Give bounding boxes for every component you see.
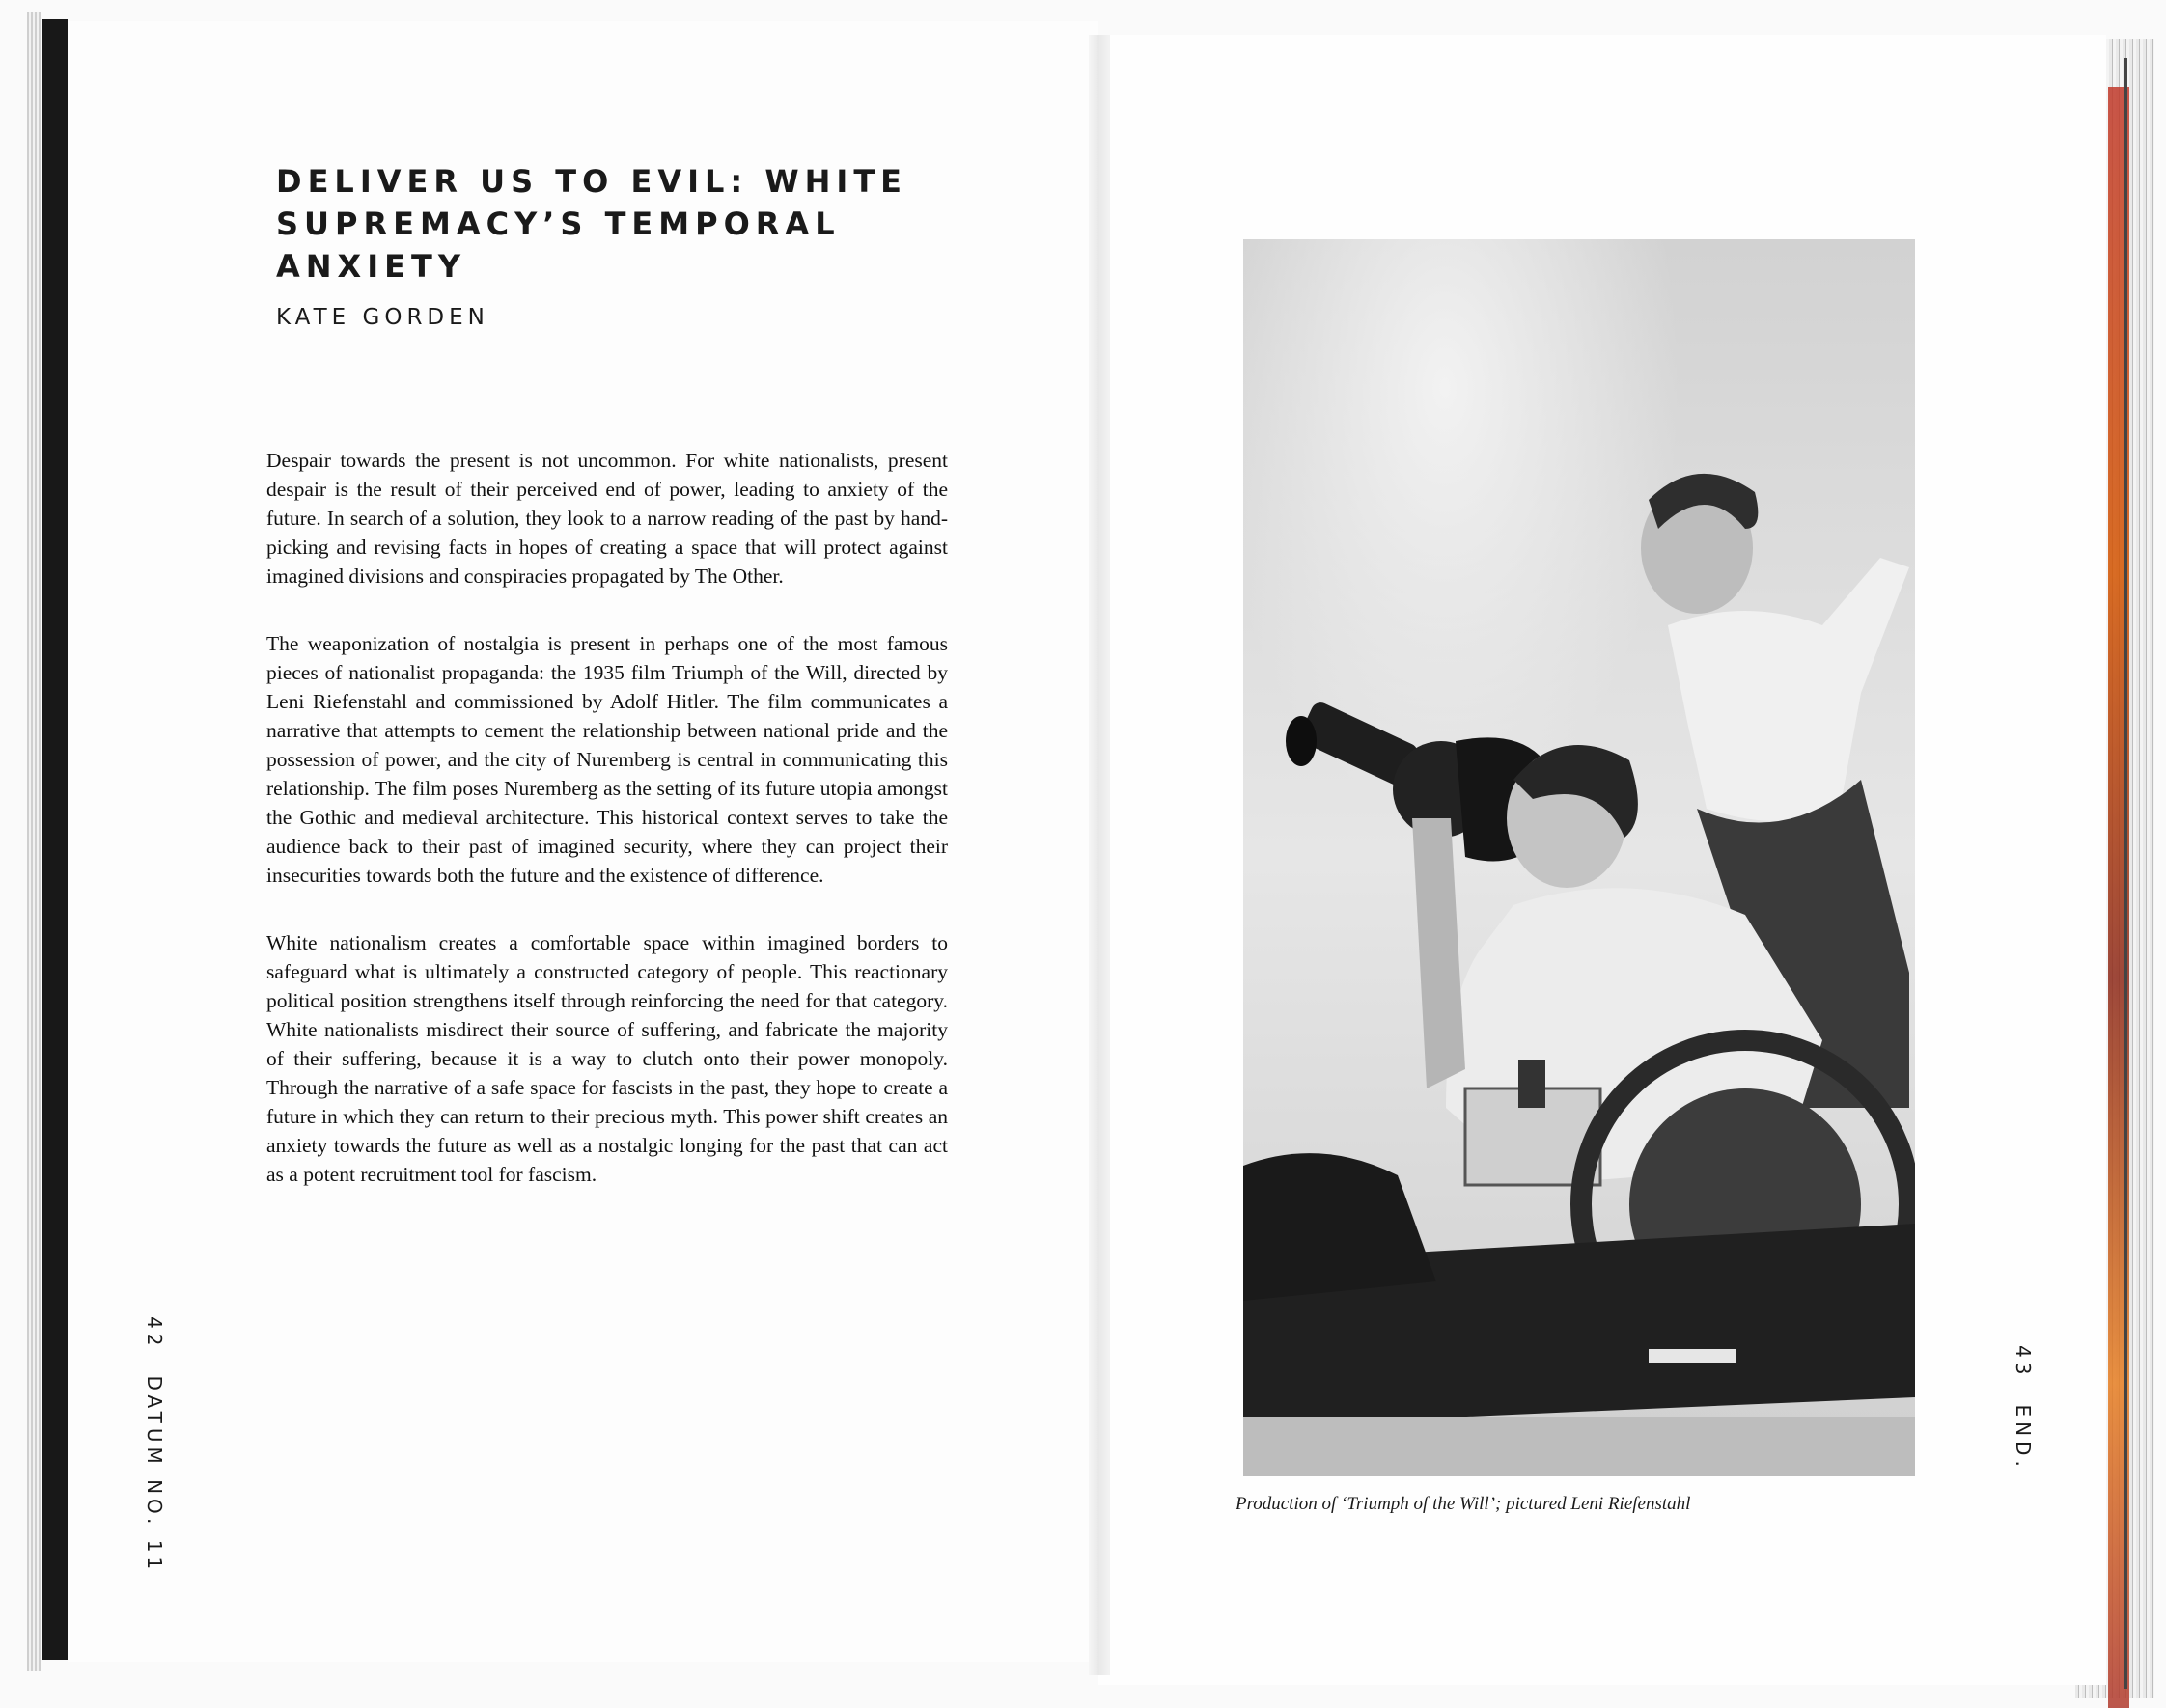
left-folio <box>143 1316 166 1574</box>
right-folio <box>2012 1345 2035 1472</box>
right-page-number: 43 <box>2012 1345 2035 1380</box>
article-author: KATE GORDEN <box>276 305 489 330</box>
body-paragraph: White nationalism creates a comfortable space within imagined borders to safeguard what is ultimately a constructed category of people. This reactionary political position strengthens itself through reinforcing the need for that category. White nationalists misdirect their source of suffering, and fabricate the majority of their suffering, because it is a way to clutch onto their power monopoly. Through the narrative of a safe space for fascists in the past, they hope to create a future in which they can return to their precious myth. This power shift creates an anxiety towards the future as well as a nostalgic longing for the past that can act as a potent recruitment tool for fascism. <box>266 931 948 1186</box>
body-paragraph: Despair towards the present is not uncommon. For white nationalists, present despair is the result of their perceived end of power, leading to anxiety of the future. In search of a solution, they look to a narrow reading of the past by hand-picking and revising facts in hopes of creating a space that will protect against imagined divisions and conspiracies propagated by The Other. <box>266 449 948 588</box>
photograph-image <box>1243 239 1915 1476</box>
right-running-title: END. <box>2012 1404 2035 1472</box>
cover-spine-line <box>2124 58 2127 1689</box>
left-running-title: DATUM NO. 11 <box>143 1375 166 1575</box>
left-page-number: 42 <box>143 1316 166 1351</box>
book-gutter <box>1089 35 1110 1675</box>
photograph-svg <box>1243 239 1915 1476</box>
body-paragraph: The weaponization of nostalgia is present in perhaps one of the most famous pieces of nationalist propaganda: the 1935 film Triumph of the Will, directed by Leni Riefenstahl and commissioned by Adolf Hitler. The film communicates a narrative that attempts to cement the relationship between national pride and the possession of power, and the city of Nuremberg is central in communicating this relationship. The film poses Nuremberg as the setting of its future utopia amongst the Gothic and medieval architecture. This historical context serves to take the audience back to their past of imagined security, where they can project their insecurities towards both the future and the existence of difference. <box>266 632 948 887</box>
photo-caption: Production of ‘Triumph of the Will’; pictured Leni Riefenstahl <box>1236 1494 1691 1514</box>
article-body <box>266 446 948 1227</box>
article-title: DELIVER US TO EVIL: WHITE SUPREMACY’S TEMPORAL ANXIETY <box>276 163 907 285</box>
page-edges-left <box>27 12 41 1671</box>
cover-edge-left <box>42 19 68 1660</box>
